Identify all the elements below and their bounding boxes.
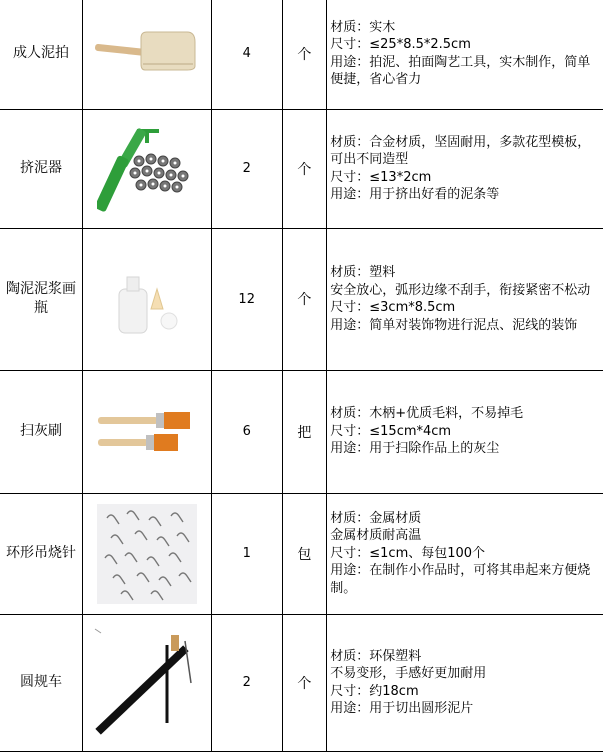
item-description [327,109,603,228]
desc-line: 用途：用于切出圆形泥片 [330,701,474,716]
item-description [327,493,603,614]
item-name: 挤泥器 [19,160,62,176]
item-quantity: 12 [211,228,282,370]
desc-line: 安全放心，弧形边缘不刮手，衔接紧密不松动 [330,282,591,298]
item-unit: 个 [282,228,327,370]
item-image-cell [82,493,211,614]
item-name-cell [0,493,82,614]
squeeze-bottle-icon [107,259,187,339]
desc-line: 不易变形，手感好更加耐用 [330,666,487,681]
item-quantity: 2 [211,109,282,228]
item-image-cell [82,370,211,493]
item-name-cell [0,614,82,751]
item-description [327,228,603,370]
desc-line: 金属材质耐高温 [330,528,422,544]
item-name: 圆规车 [19,674,62,690]
table-row [0,109,603,228]
item-description [327,370,603,493]
item-unit: 个 [282,0,327,109]
table-row [0,0,603,109]
item-name-cell [0,370,82,493]
desc-line: 尺寸：≤25*8.5*2.5cm [330,37,471,53]
desc-line: 材质：木柄+优质毛料，不易掉毛 [330,406,524,422]
item-unit: 把 [282,370,327,493]
item-unit: 个 [282,614,327,751]
item-unit: 包 [282,493,327,614]
item-image-cell [82,614,211,751]
item-description [327,0,603,109]
item-name-cell [0,228,82,370]
hanging-firing-hooks-icon [97,504,197,604]
item-name: 环形吊烧针 [5,545,76,561]
item-image-cell [82,228,211,370]
desc-line: 用途：用于挤出好看的泥条等 [330,187,500,202]
item-quantity: 4 [211,0,282,109]
desc-line: 材质：环保塑料 [330,648,422,664]
desc-line: 用途：简单对装饰物进行泥点、泥线的装饰 [330,317,578,333]
item-image-cell [82,109,211,228]
item-name-cell [0,109,82,228]
dust-brush-icon [92,397,202,467]
item-quantity: 6 [211,370,282,493]
item-description [327,614,603,751]
wooden-clay-paddle-icon [87,24,207,84]
desc-line: 材质：合金材质，坚固耐用，多款花型模板，可出不同造型 [330,134,591,167]
desc-line: 用途：在制作小作品时，可将其串起来方便烧制。 [330,563,591,596]
desc-line: 尺寸：≤1cm、每包100个 [330,545,486,561]
table-row [0,370,603,493]
desc-line: 材质：实木 [330,19,396,35]
item-name: 陶泥泥浆画瓶 [5,281,76,316]
item-quantity: 2 [211,614,282,751]
item-name-cell [0,0,82,109]
item-image-cell [82,0,211,109]
item-unit: 个 [282,109,327,228]
compass-cutter-icon [87,623,207,743]
table-row [0,228,603,370]
desc-line: 材质：金属材质 [330,510,422,526]
desc-line: 用途：用于扫除作品上的灰尘 [330,441,500,457]
table-row [0,614,603,751]
clay-extruder-icon [97,121,197,216]
desc-line: 尺寸：≤3cm*8.5cm [330,300,456,315]
desc-line: 尺寸：≤13*2cm [330,169,432,185]
item-name: 成人泥拍 [12,45,69,62]
desc-line: 尺寸：≤15cm*4cm [330,423,452,439]
desc-line: 尺寸：约18cm [330,683,419,699]
item-name: 扫灰刷 [19,423,62,439]
table-row [0,493,603,614]
desc-line: 用途：拍泥、拍面陶艺工具，实木制作，简单便捷，省心省力 [330,54,591,88]
item-quantity: 1 [211,493,282,614]
desc-line: 材质：塑料 [330,265,396,280]
